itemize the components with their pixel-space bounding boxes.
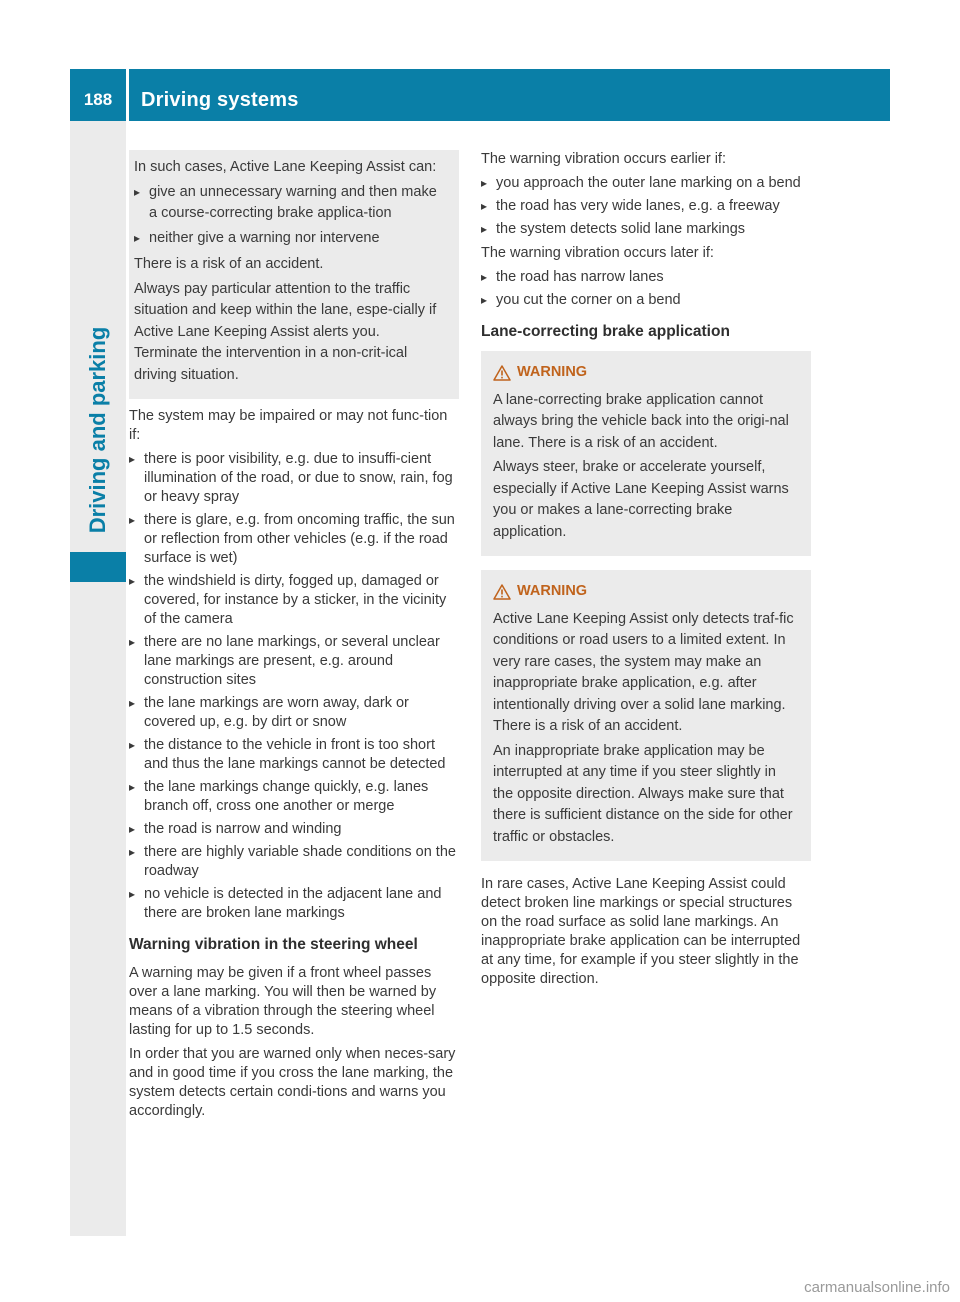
notice-intro: In such cases, Active Lane Keeping Assist can: (134, 159, 437, 175)
list-item: ▸ the lane markings change quickly, e.g. lanes branch off, cross one another or merge (129, 778, 459, 816)
list-item: ▸ the distance to the vehicle in front is too short and thus the lane markings cannot be detected (129, 736, 459, 774)
impaired-intro: The system may be impaired or may not func-tion if: (129, 408, 448, 443)
later-list (481, 268, 811, 310)
earlier-list (481, 174, 811, 239)
list-item: ▸ you approach the outer lane marking on a bend (481, 174, 811, 193)
list-item: ▸ the windshield is dirty, fogged up, damaged or covered, for instance by a sticker, in the vicinity of the camera (129, 572, 459, 629)
earlier-intro: The warning vibration occurs earlier if: (481, 151, 726, 167)
warning-paragraph: A lane-correcting brake application cannot always bring the vehicle back into the origi-nal lane. There is a risk of an accident. (493, 391, 789, 451)
vibration-paragraph: A warning may be given if a front wheel passes over a lane marking. You will then be warned by means of a vibration through the steering wheel lasting for up to 1.5 seconds. (129, 965, 437, 1038)
list-item: ▸ there is poor visibility, e.g. due to insuffi-cient illumination of the road, or due to snow, rain, fog or heavy spray (129, 450, 459, 507)
warning-paragraph: Active Lane Keeping Assist only detects traf-fic conditions or road users to a limited extent. In very rare cases, the system may make an inappropriate brake application, e.g. after intentionally driving over a solid lane marking. There is a risk of an accident. (493, 610, 794, 734)
page-header (70, 69, 890, 121)
list-item: ▸ there are no lane markings, or several unclear lane markings are present, e.g. around construction sites (129, 633, 459, 690)
header-divider (126, 69, 129, 121)
left-column (129, 150, 459, 1126)
right-column (481, 150, 811, 994)
notice-advice: Always pay particular attention to the traffic situation and keep within the lane, espe-cially if Active Lane Keeping Assist alerts you. Terminate the intervention in a non-crit-ical driving situation. (134, 280, 437, 383)
vibration-heading: Warning vibration in the steering wheel (129, 936, 418, 953)
list-item: ▸ neither give a warning nor intervene (134, 228, 447, 250)
warning-box (481, 570, 811, 861)
warning-title (493, 362, 799, 384)
brake-heading: Lane-correcting brake application (481, 323, 730, 340)
watermark: carmanualsonline.info (804, 1279, 950, 1296)
list-item: ▸ the lane markings are worn away, dark or covered up, e.g. by dirt or snow (129, 694, 459, 732)
notice-list (134, 182, 447, 250)
list-item: ▸ you cut the corner on a bend (481, 291, 811, 310)
warning-triangle-icon (493, 584, 511, 600)
list-item: ▸ there are highly variable shade conditions on the roadway (129, 843, 459, 881)
notice-box (129, 150, 459, 399)
warning-paragraph: Always steer, brake or accelerate yourself, especially if Active Lane Keeping Assist warns you or makes a lane-correcting brake application. (493, 459, 789, 540)
later-intro: The warning vibration occurs later if: (481, 245, 714, 261)
side-tab-marker (70, 552, 126, 582)
side-tab (70, 121, 126, 1236)
rare-cases-paragraph: In rare cases, Active Lane Keeping Assist could detect broken line markings or special structures on the road surface as solid lane markings. An inappropriate brake application can be interrupted at any time, for example if you steer slightly in the opposite direction. (481, 876, 801, 987)
warning-label: WARNING (517, 583, 588, 599)
warning-title (493, 581, 799, 603)
list-item: ▸ the road has narrow lanes (481, 268, 811, 287)
section-title: Driving systems (141, 89, 299, 111)
list-item: ▸ give an unnecessary warning and then make a course-correcting brake applica-tion (134, 182, 447, 225)
list-item: ▸ there is glare, e.g. from oncoming traffic, the sun or reflection from other vehicles (e.g. if the road surface is wet) (129, 511, 459, 568)
vibration-paragraph: In order that you are warned only when neces-sary and in good time if you cross the lane marking, the system detects certain condi-tions and warns you accordingly. (129, 1046, 456, 1119)
list-item: ▸ the system detects solid lane markings (481, 220, 811, 239)
side-tab-label: Driving and parking (85, 326, 110, 534)
list-item: ▸ no vehicle is detected in the adjacent lane and there are broken lane markings (129, 885, 459, 923)
list-item: ▸ the road has very wide lanes, e.g. a freeway (481, 197, 811, 216)
warning-paragraph: An inappropriate brake application may be interrupted at any time if you steer slightly in the opposite direction. Always make sure that there is sufficient distance on the side for other traffic or obstacles. (493, 742, 793, 845)
list-item: ▸ the road is narrow and winding (129, 820, 459, 839)
impaired-list (129, 450, 459, 923)
warning-label: WARNING (517, 364, 588, 380)
warning-triangle-icon (493, 365, 511, 381)
warning-box (481, 351, 811, 556)
notice-risk: There is a risk of an accident. (134, 256, 324, 272)
page-number: 188 (83, 90, 113, 109)
